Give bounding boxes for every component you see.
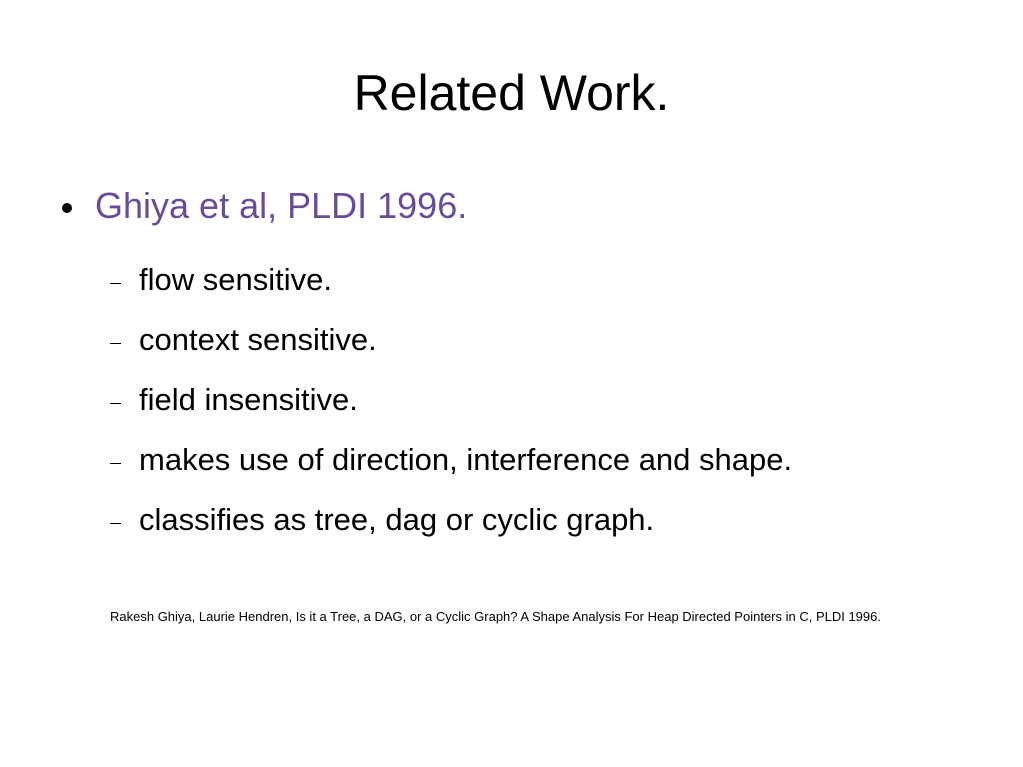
dash-icon [110, 283, 121, 284]
bullet-dot-icon [62, 203, 72, 213]
sub-bullet-item [110, 370, 792, 430]
sub-bullet-text: context sensitive. [139, 322, 377, 357]
sub-bullet-item [110, 310, 792, 370]
dash-icon [110, 463, 121, 464]
sub-bullet-text: classifies as tree, dag or cyclic graph. [139, 502, 655, 537]
dash-icon [110, 523, 121, 524]
dash-icon [110, 343, 121, 344]
bullet-text: Ghiya et al, PLDI 1996. [95, 185, 468, 226]
sub-bullet-text: field insensitive. [139, 382, 358, 417]
sub-bullet-text: makes use of direction, interference and shape. [139, 442, 793, 477]
dash-icon [110, 403, 121, 404]
bullet-item [62, 183, 467, 229]
slide-title: Related Work. [353, 65, 670, 121]
sub-bullet-item [110, 430, 792, 490]
reference-citation: Rakesh Ghiya, Laurie Hendren, Is it a Tree, a DAG, or a Cyclic Graph? A Shape Analysis For Heap Directed Pointers in C, PLDI 1996. [110, 609, 881, 624]
sub-bullet-item [110, 250, 792, 310]
sub-bullet-text: flow sensitive. [139, 262, 332, 297]
sub-bullet-list [110, 250, 792, 550]
sub-bullet-item [110, 490, 792, 550]
